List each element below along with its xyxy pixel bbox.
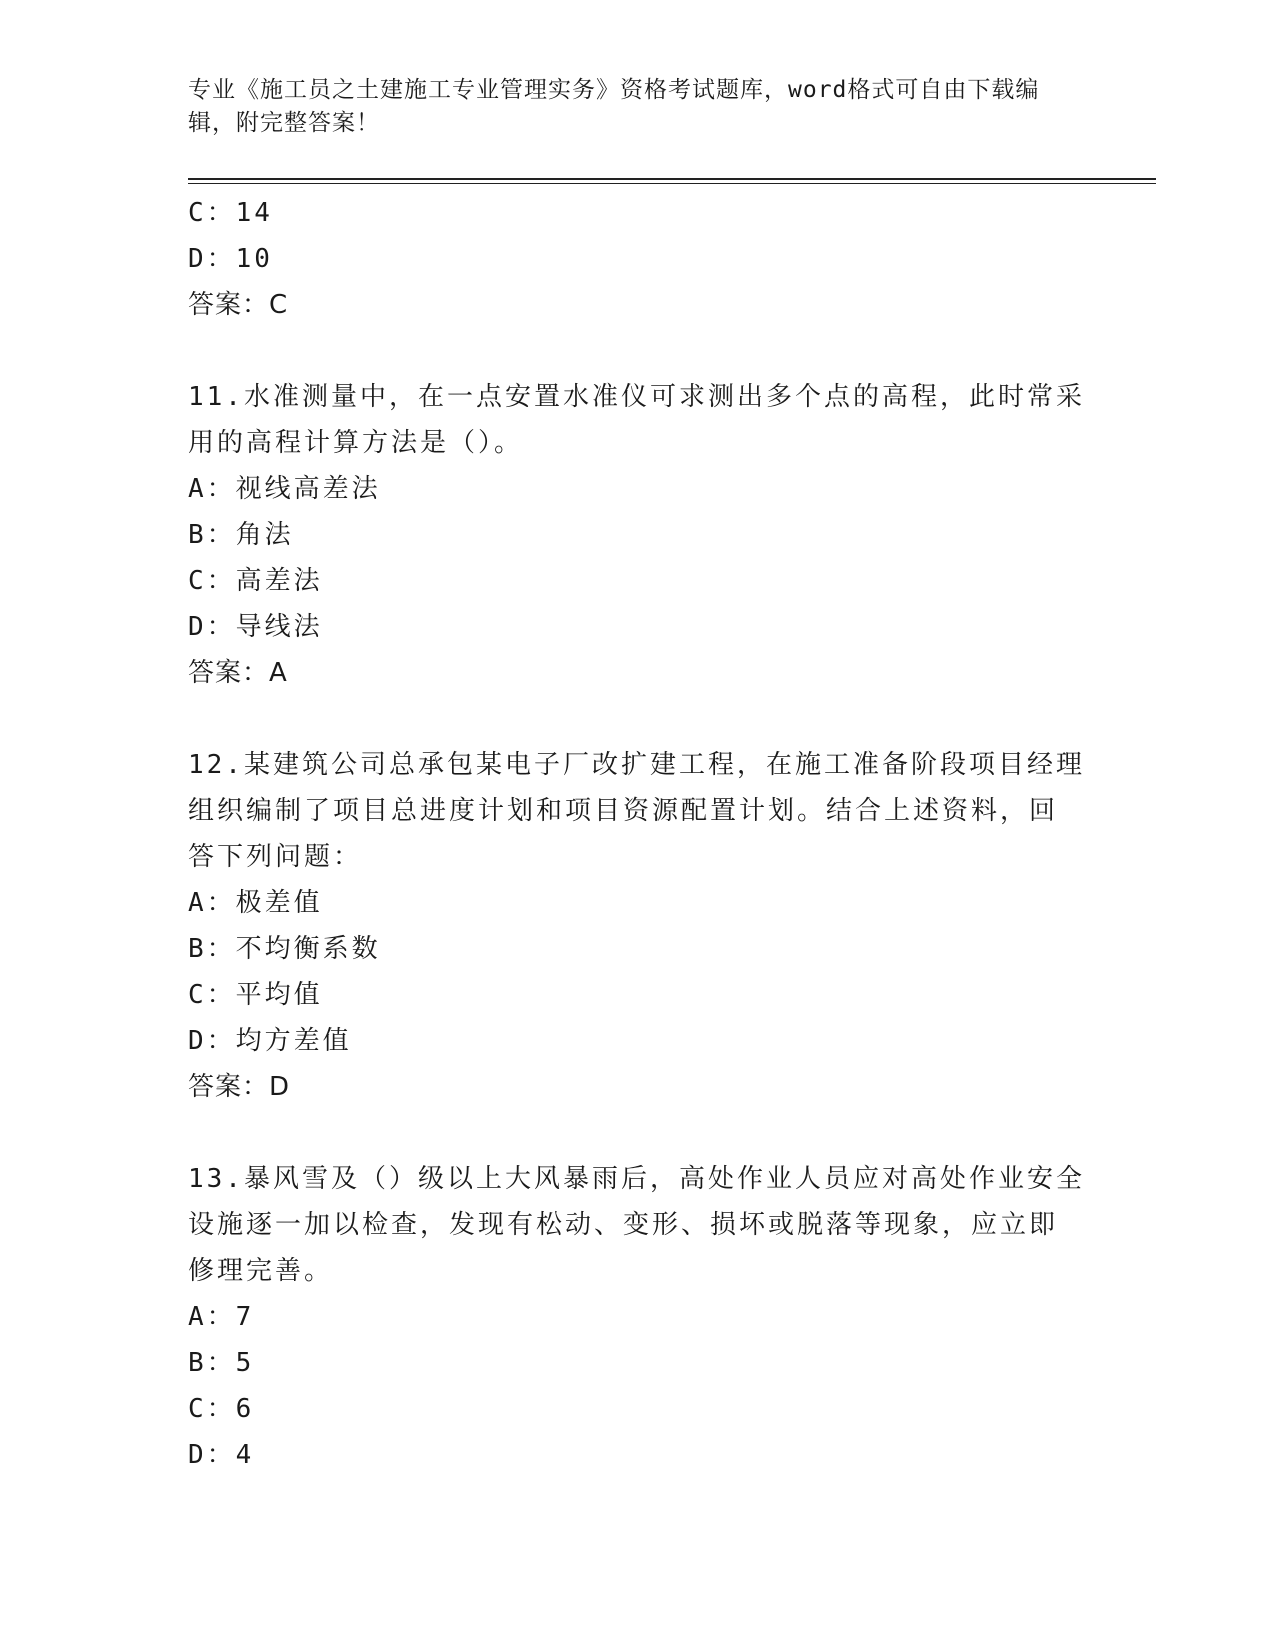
answer-line: 答案：D bbox=[188, 1072, 291, 1102]
question-stem-line: 13.暴风雪及（）级以上大风暴雨后，高处作业人员应对高处作业安全 bbox=[188, 1164, 1085, 1194]
question-13 bbox=[188, 1156, 1088, 1478]
option-a: A：极差值 bbox=[188, 888, 323, 918]
question-stem-line: 11.水准测量中，在一点安置水准仪可求测出多个点的高程，此时常采 bbox=[188, 382, 1085, 412]
option-d: D：4 bbox=[188, 1440, 255, 1470]
question-stem-line: 用的高程计算方法是（）。 bbox=[188, 428, 524, 458]
question-stem-line: 设施逐一加以检查，发现有松动、变形、损坏或脱落等现象，应立即 bbox=[188, 1210, 1059, 1240]
question-12 bbox=[188, 742, 1088, 1110]
answer-line: 答案：A bbox=[188, 658, 288, 688]
option-b: B：角法 bbox=[188, 520, 294, 550]
option-d: D：均方差值 bbox=[188, 1026, 352, 1056]
option-c: C：平均值 bbox=[188, 980, 323, 1010]
question-spacer bbox=[188, 328, 1088, 374]
option-d: D：导线法 bbox=[188, 612, 323, 642]
option-c: C：6 bbox=[188, 1394, 255, 1424]
option-a: A：7 bbox=[188, 1302, 255, 1332]
header-divider-thin bbox=[188, 183, 1156, 184]
question-spacer bbox=[188, 1110, 1088, 1156]
option-b: B：不均衡系数 bbox=[188, 934, 381, 964]
option-d: D：10 bbox=[188, 244, 273, 274]
header-line-2: 辑，附完整答案！ bbox=[188, 110, 380, 136]
option-c: C：高差法 bbox=[188, 566, 323, 596]
header-divider-thick bbox=[188, 178, 1156, 180]
question-stem-line: 修理完善。 bbox=[188, 1256, 334, 1286]
document-header bbox=[188, 74, 1078, 140]
question-stem-line: 12.某建筑公司总承包某电子厂改扩建工程，在施工准备阶段项目经理 bbox=[188, 750, 1085, 780]
question-stem-line: 答下列问题： bbox=[188, 842, 363, 872]
question-stem-line: 组织编制了项目总进度计划和项目资源配置计划。结合上述资料，回 bbox=[188, 796, 1059, 826]
question-spacer bbox=[188, 696, 1088, 742]
answer-line: 答案：C bbox=[188, 290, 289, 320]
question-list bbox=[188, 190, 1088, 1478]
option-c: C：14 bbox=[188, 198, 273, 228]
question-11 bbox=[188, 374, 1088, 696]
header-line-1: 专业《施工员之土建施工专业管理实务》资格考试题库，word格式可自由下载编 bbox=[188, 77, 1040, 103]
option-a: A：视线高差法 bbox=[188, 474, 381, 504]
option-b: B：5 bbox=[188, 1348, 255, 1378]
question-10-continued bbox=[188, 190, 1088, 328]
